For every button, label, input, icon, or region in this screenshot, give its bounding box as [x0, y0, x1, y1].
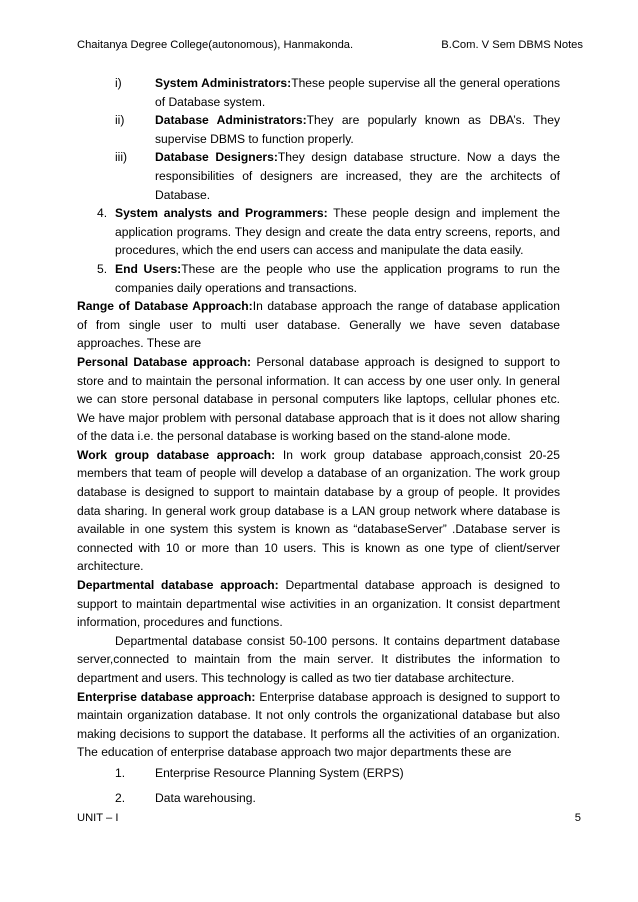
workgroup-paragraph	[77, 446, 560, 576]
header-college: Chaitanya Degree College(autonomous), Hanmakonda.	[77, 39, 354, 51]
item-marker: i)	[115, 76, 122, 90]
paragraph-text: In work group database approach,consist 20-25 members that team of people will develop a database of an organization. The work group database is designed to support to maintain database by a group of people. It provides data sharing. In general work group database is a LAN group network where database is available in one system this system is known as “databaseServer” .Database server is connected with 10 or more than 10 users. This is known as one type of client/server architecture.	[77, 447, 560, 574]
list-item	[77, 260, 560, 297]
list-item	[77, 74, 560, 111]
item-title: System analysts and Programmers:	[115, 206, 328, 221]
item-text: These are the people who use the application programs to run the companies daily operations and transactions.	[115, 261, 560, 295]
item-text: They design database structure. Now a days the responsibilities of designers are increased, they are the architects of Database.	[155, 150, 560, 202]
document-body	[77, 74, 560, 807]
enterprise-list	[77, 764, 560, 807]
departmental-paragraph	[77, 576, 560, 632]
list-item	[77, 764, 560, 783]
list-item	[77, 148, 560, 204]
item-marker: 2.	[115, 790, 126, 805]
item-text: They are popularly known as DBA’s. They supervise DBMS to function properly.	[155, 113, 560, 146]
list-item	[77, 789, 560, 808]
item-marker: 1.	[115, 765, 126, 780]
range-paragraph	[77, 297, 560, 353]
footer-unit: UNIT – I	[77, 812, 119, 824]
list-item	[77, 111, 560, 148]
departmental-detail-paragraph: Departmental database consist 50-100 persons. It contains department database server,connected to maintain from the main server. It distributes the information to department and users. This technology is called as two tier database architecture.	[77, 633, 560, 685]
item-marker: 4.	[97, 206, 108, 221]
enterprise-paragraph	[77, 688, 560, 762]
paragraph-title: Personal Database approach:	[77, 354, 252, 369]
item-marker: ii)	[115, 113, 125, 128]
item-title: System Administrators:	[155, 76, 292, 90]
item-title: Database Administrators:	[155, 113, 307, 128]
item-text: Enterprise Resource Planning System (ERPS)	[155, 765, 404, 780]
item-marker: iii)	[115, 150, 128, 165]
item-text: Data warehousing.	[155, 790, 256, 805]
paragraph-text: Personal database approach is designed to support to store and to maintain the personal information. It can access by one user only. In general we can store personal database in personal computers like laptops, cellular phones etc. We have major problem with personal database approach that is it does not allow sharing of the data i.e. the personal database is working based on the stand-alone mode.	[77, 354, 561, 444]
paragraph-title: Range of Database Approach:	[77, 299, 253, 314]
paragraph-title: Enterprise database approach:	[77, 689, 256, 704]
personal-paragraph	[77, 353, 560, 446]
list-item	[77, 204, 560, 260]
paragraph-text: Enterprise database approach is designed to support to maintain organization database. It not only controls the organizational database but also making decisions to support the database. It performs all the activities of an organization. The education of enterprise database approach two major departments these are	[77, 689, 561, 760]
item-title: End Users:	[115, 261, 182, 276]
item-marker: 5.	[97, 261, 108, 276]
header-course: B.Com. V Sem DBMS Notes	[441, 39, 583, 51]
paragraph-title: Departmental database approach:	[77, 578, 279, 593]
item-title: Database Designers:	[155, 150, 278, 165]
item-text: These people design and implement the application programs. They design and create the data entry screens, reports, and procedures, which the end users can access and manipulate the data easily.	[115, 206, 560, 258]
paragraph-title: Work group database approach:	[77, 447, 276, 462]
item-text: These people supervise all the general operations of Database system.	[155, 76, 560, 109]
paragraph-text: Departmental database approach is designed to support to maintain departmental wise activities in an organization. It consist department information, procedures and functions.	[77, 578, 560, 630]
paragraph-text: In database approach the range of database application of from single user to multi user database. Generally we have seven database approaches. These are	[77, 299, 560, 351]
page-number: 5	[574, 812, 581, 824]
